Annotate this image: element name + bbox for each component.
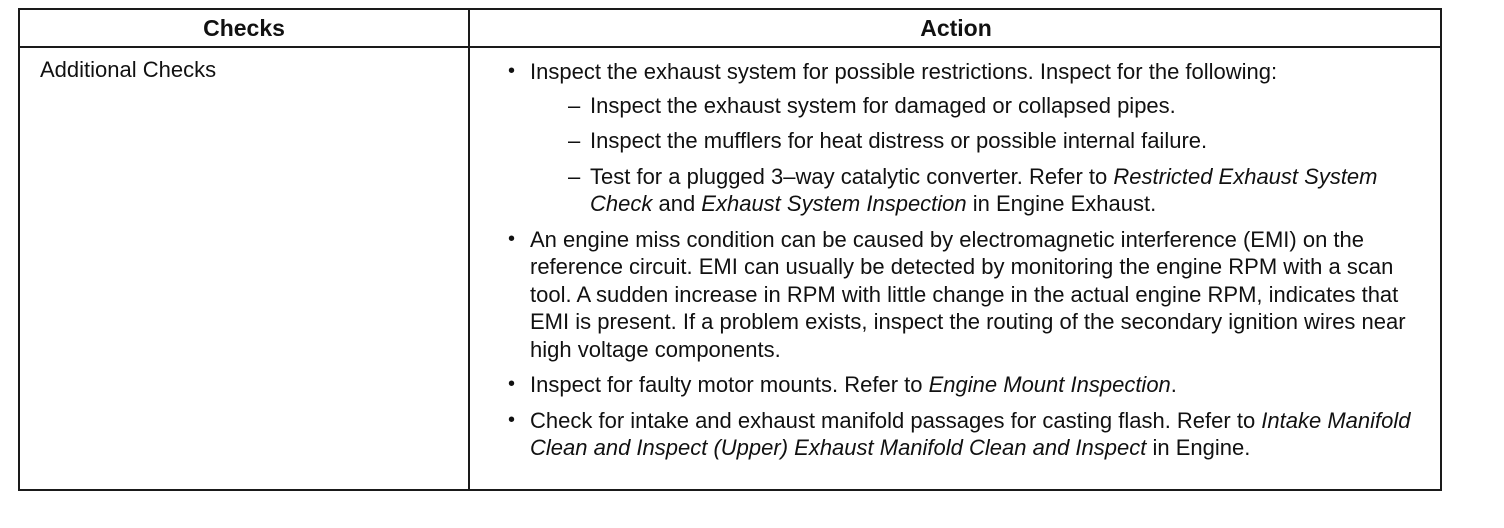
reference-engine-mount: Engine Mount Inspection <box>928 372 1171 397</box>
checks-action-table <box>18 8 1442 491</box>
bullet-text: Check for intake and exhaust manifold passages for casting flash. Refer to <box>530 407 1262 433</box>
action-bullet-exhaust-restrictions <box>504 58 1434 218</box>
action-bullet-casting-flash <box>504 407 1434 462</box>
sub-list <box>530 92 1434 218</box>
table-header-row <box>20 10 1440 48</box>
sub-text: Inspect the mufflers for heat distress or possible internal failure. <box>590 128 1208 153</box>
reference-exhaust-inspection: Exhaust System Inspection <box>701 191 967 216</box>
column-divider <box>468 10 470 489</box>
check-label: Additional Checks <box>40 57 217 82</box>
sub-text: Inspect the exhaust system for damaged or collapsed pipes. <box>590 92 1176 118</box>
action-bullet-emi <box>504 226 1434 364</box>
action-bullet-motor-mounts <box>504 371 1434 399</box>
sub-item-pipes <box>530 92 1434 120</box>
sub-text: Test for a plugged 3–way catalytic converter. Refer to <box>590 163 1114 189</box>
dash-marker: – <box>568 163 581 189</box>
sub-text: and <box>652 191 702 216</box>
reference-manifold-clean: Intake Manifold Clean and Inspect (Upper) Exhaust Manifold Clean and Inspect <box>530 407 1411 460</box>
bullet-text: in Engine. <box>1146 435 1251 460</box>
bullet-text: Inspect the exhaust system for possible restrictions. Inspect for the following: <box>530 59 1278 84</box>
header-action: Action <box>920 15 992 41</box>
reference-restricted-exhaust: Restricted Exhaust System Check <box>590 163 1378 216</box>
bullet-text: An engine miss condition can be caused by electromagnetic interference (EMI) on the reference circuit. EMI can usually be detected by monitoring the engine RPM with a scan tool. A sudden increase in RPM with little change in the actual engine RPM, indicates that EMI is present. If a problem exists, inspect the routing of the secondary ignition wires near high voltage components. <box>530 226 1406 362</box>
bullet-text: . <box>1170 372 1177 397</box>
sub-text: in Engine Exhaust. <box>966 191 1157 216</box>
header-checks: Checks <box>203 15 285 41</box>
sub-item-catalytic-converter <box>530 163 1434 218</box>
dash-marker: – <box>568 92 581 118</box>
action-cell <box>504 58 1434 470</box>
bullet-text: Inspect for faulty motor mounts. Refer to <box>530 372 929 397</box>
dash-marker: – <box>568 128 581 153</box>
sub-item-mufflers <box>530 127 1434 155</box>
